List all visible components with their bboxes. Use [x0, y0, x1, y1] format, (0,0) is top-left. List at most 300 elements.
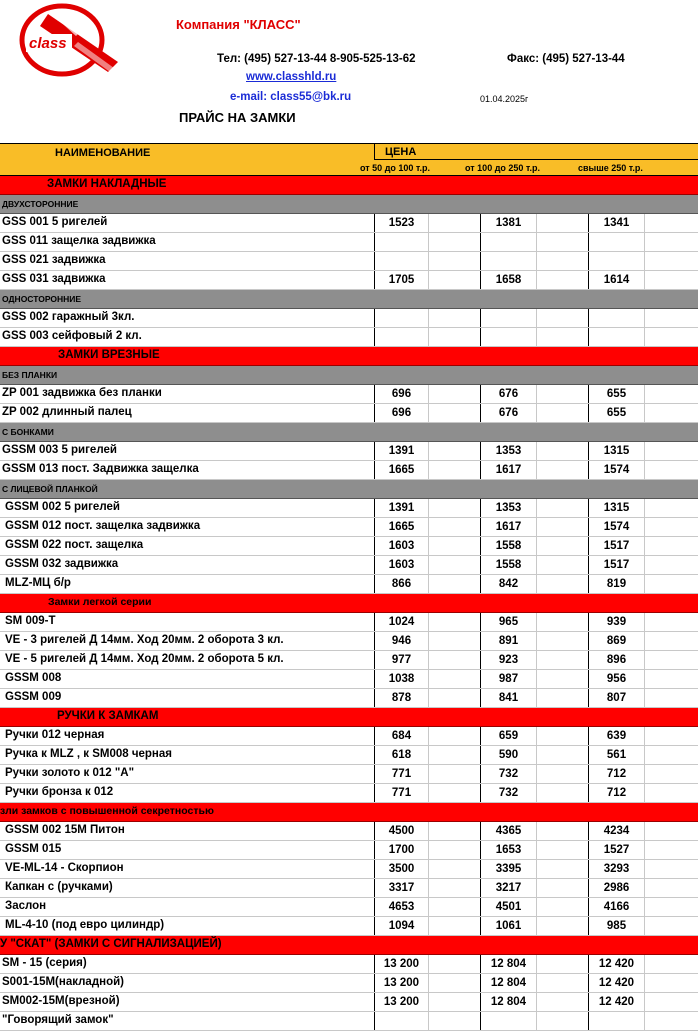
price-cell-tier-2: 12 804 [480, 993, 536, 1011]
cell-divider [644, 632, 645, 650]
category-row [0, 803, 698, 822]
cell-divider [428, 689, 429, 707]
item-name: GSSM 002 5 ригелей [5, 501, 120, 513]
price-cell-tier-2: 676 [480, 385, 536, 403]
company-name: Компания "КЛАСС" [176, 17, 301, 32]
table-row [0, 860, 698, 879]
price-cell-tier-1: 1705 [374, 271, 428, 289]
cell-divider [644, 385, 645, 403]
cell-divider [536, 442, 537, 460]
cell-divider [536, 252, 537, 270]
price-cell-tier-3: 1315 [588, 442, 644, 460]
phone-numbers: Тел: (495) 527-13-44 8-905-525-13-62 [217, 53, 416, 65]
cell-divider [428, 233, 429, 251]
table-row [0, 898, 698, 917]
item-name: GSSM 008 [5, 672, 62, 684]
price-cell-tier-3 [588, 328, 644, 346]
cell-divider [536, 879, 537, 897]
cell-divider [536, 214, 537, 232]
cell-divider [644, 841, 645, 859]
cell-divider [644, 461, 645, 479]
subcategory-row [0, 290, 698, 309]
price-cell-tier-1: 771 [374, 784, 428, 802]
item-name: SM002-15М(врезной) [2, 995, 120, 1007]
cell-divider [536, 917, 537, 935]
item-name: GSSM 015 [5, 843, 62, 855]
table-row [0, 328, 698, 347]
price-cell-tier-1: 1523 [374, 214, 428, 232]
price-date: 01.04.2025г [480, 94, 529, 104]
price-cell-tier-3: 12 420 [588, 993, 644, 1011]
cell-divider [536, 1012, 537, 1030]
price-cell-tier-3: 1517 [588, 556, 644, 574]
price-cell-tier-3: 12 420 [588, 955, 644, 973]
cell-divider [428, 442, 429, 460]
cell-divider [536, 613, 537, 631]
item-name: ZP 002 длинный палец [2, 406, 132, 418]
category-label: ЗАМКИ НАКЛАДНЫЕ [47, 178, 167, 190]
svg-text:class: class [29, 35, 67, 52]
cell-divider [428, 404, 429, 422]
cell-divider [644, 993, 645, 1011]
price-cell-tier-3: 712 [588, 784, 644, 802]
price-cell-tier-1: 4653 [374, 898, 428, 916]
price-tier-2-label: от 100 до 250 т.р. [465, 163, 541, 173]
cell-divider [644, 404, 645, 422]
cell-divider [536, 955, 537, 973]
cell-divider [536, 499, 537, 517]
category-row [0, 176, 698, 195]
price-cell-tier-3: 4166 [588, 898, 644, 916]
cell-divider [428, 556, 429, 574]
item-name: GSSM 003 5 ригелей [2, 444, 117, 456]
category-row [0, 594, 698, 613]
cell-divider [644, 518, 645, 536]
cell-divider [428, 746, 429, 764]
item-name: VE - 5 ригелей Д 14мм. Ход 20мм. 2 оборота 5 кл. [5, 653, 284, 665]
cell-divider [428, 727, 429, 745]
item-name: "Говорящий замок" [2, 1014, 114, 1026]
table-row [0, 233, 698, 252]
subcategory-label: С ЛИЦЕВОЙ ПЛАНКОЙ [2, 484, 98, 494]
cell-divider [644, 746, 645, 764]
table-row [0, 309, 698, 328]
cell-divider [536, 537, 537, 555]
cell-divider [428, 385, 429, 403]
item-name: GSSM 013 пост. Задвижка защелка [2, 463, 199, 475]
cell-divider [428, 917, 429, 935]
price-cell-tier-2: 676 [480, 404, 536, 422]
table-row [0, 499, 698, 518]
item-name: GSS 011 защелка задвижка [2, 235, 156, 247]
item-name: Капкан с (ручками) [5, 881, 113, 893]
price-cell-tier-1 [374, 328, 428, 346]
price-cell-tier-1: 1094 [374, 917, 428, 935]
cell-divider [536, 518, 537, 536]
cell-divider [536, 898, 537, 916]
table-row [0, 575, 698, 594]
cell-divider [644, 442, 645, 460]
cell-divider [428, 898, 429, 916]
item-name: Ручки 012 черная [5, 729, 105, 741]
cell-divider [644, 784, 645, 802]
cell-divider [428, 974, 429, 992]
price-cell-tier-3: 1574 [588, 518, 644, 536]
cell-divider [644, 670, 645, 688]
price-cell-tier-2: 4501 [480, 898, 536, 916]
cell-divider [644, 499, 645, 517]
price-cell-tier-3 [588, 233, 644, 251]
item-name: Заслон [5, 900, 47, 912]
cell-divider [644, 537, 645, 555]
item-name: GSS 031 задвижка [2, 273, 106, 285]
price-cell-tier-3: 1517 [588, 537, 644, 555]
price-cell-tier-3: 639 [588, 727, 644, 745]
price-cell-tier-1: 1391 [374, 442, 428, 460]
cell-divider [428, 575, 429, 593]
cell-divider [536, 765, 537, 783]
fax-number: Факс: (495) 527-13-44 [507, 53, 625, 65]
cell-divider [536, 385, 537, 403]
cell-divider [536, 328, 537, 346]
item-name: VE - 3 ригелей Д 14мм. Ход 20мм. 2 оборота 3 кл. [5, 634, 284, 646]
price-cell-tier-2: 1353 [480, 499, 536, 517]
cell-divider [428, 841, 429, 859]
price-cell-tier-2: 1617 [480, 518, 536, 536]
table-row [0, 613, 698, 632]
price-cell-tier-3: 1574 [588, 461, 644, 479]
price-cell-tier-3 [588, 1012, 644, 1030]
item-name: GSS 021 задвижка [2, 254, 106, 266]
price-cell-tier-1: 4500 [374, 822, 428, 840]
item-name: Ручки золото к 012 "А" [5, 767, 135, 779]
cell-divider [428, 499, 429, 517]
website-link[interactable]: www.classhld.ru [246, 71, 337, 83]
cell-divider [644, 328, 645, 346]
cell-divider [428, 613, 429, 631]
price-cell-tier-1: 1665 [374, 461, 428, 479]
subcategory-label: БЕЗ ПЛАНКИ [2, 370, 58, 380]
price-cell-tier-1: 1700 [374, 841, 428, 859]
price-cell-tier-2: 12 804 [480, 974, 536, 992]
price-tier-3-label: свыше 250 т.р. [578, 163, 643, 173]
item-name: S001-15М(накладной) [2, 976, 124, 988]
price-cell-tier-1: 1038 [374, 670, 428, 688]
cell-divider [644, 214, 645, 232]
cell-divider [428, 632, 429, 650]
cell-divider [536, 461, 537, 479]
table-row [0, 385, 698, 404]
price-cell-tier-2: 1353 [480, 442, 536, 460]
price-cell-tier-2: 1558 [480, 537, 536, 555]
cell-divider [536, 670, 537, 688]
subcategory-row [0, 195, 698, 214]
cell-divider [536, 689, 537, 707]
price-cell-tier-1: 977 [374, 651, 428, 669]
cell-divider [644, 689, 645, 707]
cell-divider [536, 841, 537, 859]
cell-divider [536, 309, 537, 327]
email-link[interactable]: e-mail: class55@bk.ru [230, 91, 352, 103]
category-label: Замки легкой серии [48, 596, 152, 608]
cell-divider [644, 727, 645, 745]
price-cell-tier-1: 618 [374, 746, 428, 764]
price-cell-tier-2: 842 [480, 575, 536, 593]
price-cell-tier-2: 1381 [480, 214, 536, 232]
cell-divider [644, 252, 645, 270]
cell-divider [536, 746, 537, 764]
cell-divider [644, 233, 645, 251]
page-title: ПРАЙС НА ЗАМКИ [179, 110, 296, 125]
category-row [0, 936, 698, 955]
price-cell-tier-1: 13 200 [374, 955, 428, 973]
cell-divider [428, 1012, 429, 1030]
price-table [0, 143, 698, 1031]
cell-divider [644, 271, 645, 289]
price-cell-tier-2: 3217 [480, 879, 536, 897]
table-row [0, 1012, 698, 1031]
table-row [0, 537, 698, 556]
item-name: GSSM 022 пост. защелка [5, 539, 144, 551]
price-cell-tier-1: 1603 [374, 556, 428, 574]
price-cell-tier-2: 732 [480, 784, 536, 802]
table-row [0, 214, 698, 233]
category-row [0, 347, 698, 366]
cell-divider [536, 404, 537, 422]
price-cell-tier-1: 13 200 [374, 974, 428, 992]
cell-divider [536, 271, 537, 289]
table-row [0, 822, 698, 841]
price-cell-tier-3: 655 [588, 385, 644, 403]
cell-divider [644, 765, 645, 783]
cell-divider [428, 765, 429, 783]
item-name: VE-ML-14 - Скорпион [5, 862, 124, 874]
price-cell-tier-3: 985 [588, 917, 644, 935]
subcategory-row [0, 480, 698, 499]
price-cell-tier-2: 659 [480, 727, 536, 745]
cell-divider [428, 271, 429, 289]
cell-divider [428, 461, 429, 479]
column-price-label: ЦЕНА [374, 144, 698, 160]
cell-divider [428, 214, 429, 232]
cell-divider [428, 993, 429, 1011]
cell-divider [536, 784, 537, 802]
price-cell-tier-3: 3293 [588, 860, 644, 878]
price-cell-tier-1: 684 [374, 727, 428, 745]
cell-divider [644, 974, 645, 992]
price-cell-tier-3: 869 [588, 632, 644, 650]
price-cell-tier-3: 1341 [588, 214, 644, 232]
cell-divider [644, 822, 645, 840]
price-cell-tier-3: 807 [588, 689, 644, 707]
price-cell-tier-2: 923 [480, 651, 536, 669]
category-label: РУЧКИ К ЗАМКАМ [57, 710, 159, 722]
price-cell-tier-3 [588, 309, 644, 327]
price-cell-tier-1: 878 [374, 689, 428, 707]
cell-divider [644, 651, 645, 669]
cell-divider [536, 860, 537, 878]
price-cell-tier-2: 12 804 [480, 955, 536, 973]
table-row [0, 879, 698, 898]
price-cell-tier-1: 866 [374, 575, 428, 593]
cell-divider [644, 860, 645, 878]
category-label: зли замков с повышенной секретностью [0, 805, 214, 817]
price-cell-tier-1 [374, 1012, 428, 1030]
cell-divider [536, 974, 537, 992]
cell-divider [644, 898, 645, 916]
cell-divider [644, 917, 645, 935]
company-logo [18, 2, 124, 78]
cell-divider [536, 727, 537, 745]
table-row [0, 993, 698, 1012]
price-cell-tier-3: 1315 [588, 499, 644, 517]
price-cell-tier-3: 712 [588, 765, 644, 783]
price-cell-tier-2: 891 [480, 632, 536, 650]
item-name: GSS 003 сейфовый 2 кл. [2, 330, 142, 342]
category-label: У "СКАТ" (ЗАМКИ С СИГНАЛИЗАЦИЕЙ) [0, 938, 222, 950]
price-cell-tier-1: 696 [374, 385, 428, 403]
column-name-label: НАИМЕНОВАНИЕ [55, 147, 151, 159]
price-cell-tier-3: 4234 [588, 822, 644, 840]
price-cell-tier-2: 1653 [480, 841, 536, 859]
cell-divider [644, 309, 645, 327]
table-row [0, 841, 698, 860]
item-name: SM 009-T [5, 615, 56, 627]
cell-divider [536, 556, 537, 574]
category-label: ЗАМКИ ВРЕЗНЫЕ [58, 349, 160, 361]
price-cell-tier-1: 771 [374, 765, 428, 783]
table-row [0, 670, 698, 689]
cell-divider [428, 822, 429, 840]
price-cell-tier-2: 732 [480, 765, 536, 783]
item-name: GSSM 012 пост. защелка задвижка [5, 520, 201, 532]
cell-divider [428, 955, 429, 973]
item-name: Ручка к MLZ , к SM008 черная [5, 748, 172, 760]
price-cell-tier-2: 4365 [480, 822, 536, 840]
table-row [0, 955, 698, 974]
table-row [0, 765, 698, 784]
cell-divider [428, 879, 429, 897]
price-cell-tier-2: 987 [480, 670, 536, 688]
cell-divider [536, 575, 537, 593]
cell-divider [428, 670, 429, 688]
table-column-header [0, 143, 698, 176]
cell-divider [536, 651, 537, 669]
cell-divider [428, 518, 429, 536]
price-cell-tier-2: 1558 [480, 556, 536, 574]
price-cell-tier-3 [588, 252, 644, 270]
table-row [0, 632, 698, 651]
cell-divider [536, 632, 537, 650]
price-cell-tier-1: 1391 [374, 499, 428, 517]
cell-divider [536, 822, 537, 840]
price-cell-tier-1: 946 [374, 632, 428, 650]
price-cell-tier-2 [480, 328, 536, 346]
price-cell-tier-2 [480, 233, 536, 251]
item-name: ML-4-10 (под евро цилиндр) [5, 919, 165, 931]
price-cell-tier-1: 1024 [374, 613, 428, 631]
item-name: GSSM 002 15М Питон [5, 824, 125, 836]
cell-divider [644, 879, 645, 897]
table-row [0, 727, 698, 746]
subcategory-row [0, 423, 698, 442]
price-cell-tier-3: 819 [588, 575, 644, 593]
table-row [0, 442, 698, 461]
price-cell-tier-3: 956 [588, 670, 644, 688]
table-row [0, 746, 698, 765]
price-cell-tier-2: 1061 [480, 917, 536, 935]
table-row [0, 252, 698, 271]
cell-divider [644, 556, 645, 574]
price-cell-tier-2: 965 [480, 613, 536, 631]
subcategory-label: С БОНКАМИ [2, 427, 54, 437]
cell-divider [644, 575, 645, 593]
item-name: GSSM 032 задвижка [5, 558, 119, 570]
cell-divider [644, 955, 645, 973]
cell-divider [428, 651, 429, 669]
cell-divider [428, 309, 429, 327]
subcategory-row [0, 366, 698, 385]
table-row [0, 461, 698, 480]
price-cell-tier-1: 1665 [374, 518, 428, 536]
price-cell-tier-1 [374, 233, 428, 251]
price-cell-tier-3: 12 420 [588, 974, 644, 992]
table-row [0, 974, 698, 993]
table-row [0, 518, 698, 537]
price-cell-tier-1 [374, 309, 428, 327]
item-name: ZP 001 задвижка без планки [2, 387, 162, 399]
cell-divider [536, 233, 537, 251]
table-body [0, 176, 698, 1031]
cell-divider [428, 784, 429, 802]
price-tier-1-label: от 50 до 100 т.р. [360, 163, 431, 173]
price-cell-tier-3: 896 [588, 651, 644, 669]
price-cell-tier-2: 1658 [480, 271, 536, 289]
subcategory-label: ДВУХСТОРОННИЕ [2, 199, 79, 209]
price-cell-tier-3: 561 [588, 746, 644, 764]
price-cell-tier-1: 3317 [374, 879, 428, 897]
price-cell-tier-2: 3395 [480, 860, 536, 878]
price-cell-tier-1: 696 [374, 404, 428, 422]
price-cell-tier-3: 2986 [588, 879, 644, 897]
price-cell-tier-2 [480, 1012, 536, 1030]
price-cell-tier-1 [374, 252, 428, 270]
price-cell-tier-2: 841 [480, 689, 536, 707]
item-name: GSS 002 гаражный 3кл. [2, 311, 135, 323]
table-row [0, 651, 698, 670]
cell-divider [644, 613, 645, 631]
price-cell-tier-3: 655 [588, 404, 644, 422]
price-cell-tier-1: 3500 [374, 860, 428, 878]
table-row [0, 784, 698, 803]
price-cell-tier-3: 939 [588, 613, 644, 631]
price-cell-tier-2 [480, 309, 536, 327]
item-name: Ручки бронза к 012 [5, 786, 114, 798]
item-name: SM - 15 (серия) [2, 957, 87, 969]
price-cell-tier-3: 1614 [588, 271, 644, 289]
cell-divider [536, 993, 537, 1011]
table-row [0, 556, 698, 575]
category-row [0, 708, 698, 727]
cell-divider [428, 537, 429, 555]
price-list-header [0, 0, 698, 143]
subcategory-label: ОДНОСТОРОННИЕ [2, 294, 82, 304]
item-name: GSS 001 5 ригелей [2, 216, 108, 228]
item-name: GSSM 009 [5, 691, 62, 703]
price-cell-tier-1: 1603 [374, 537, 428, 555]
cell-divider [428, 328, 429, 346]
cell-divider [428, 252, 429, 270]
